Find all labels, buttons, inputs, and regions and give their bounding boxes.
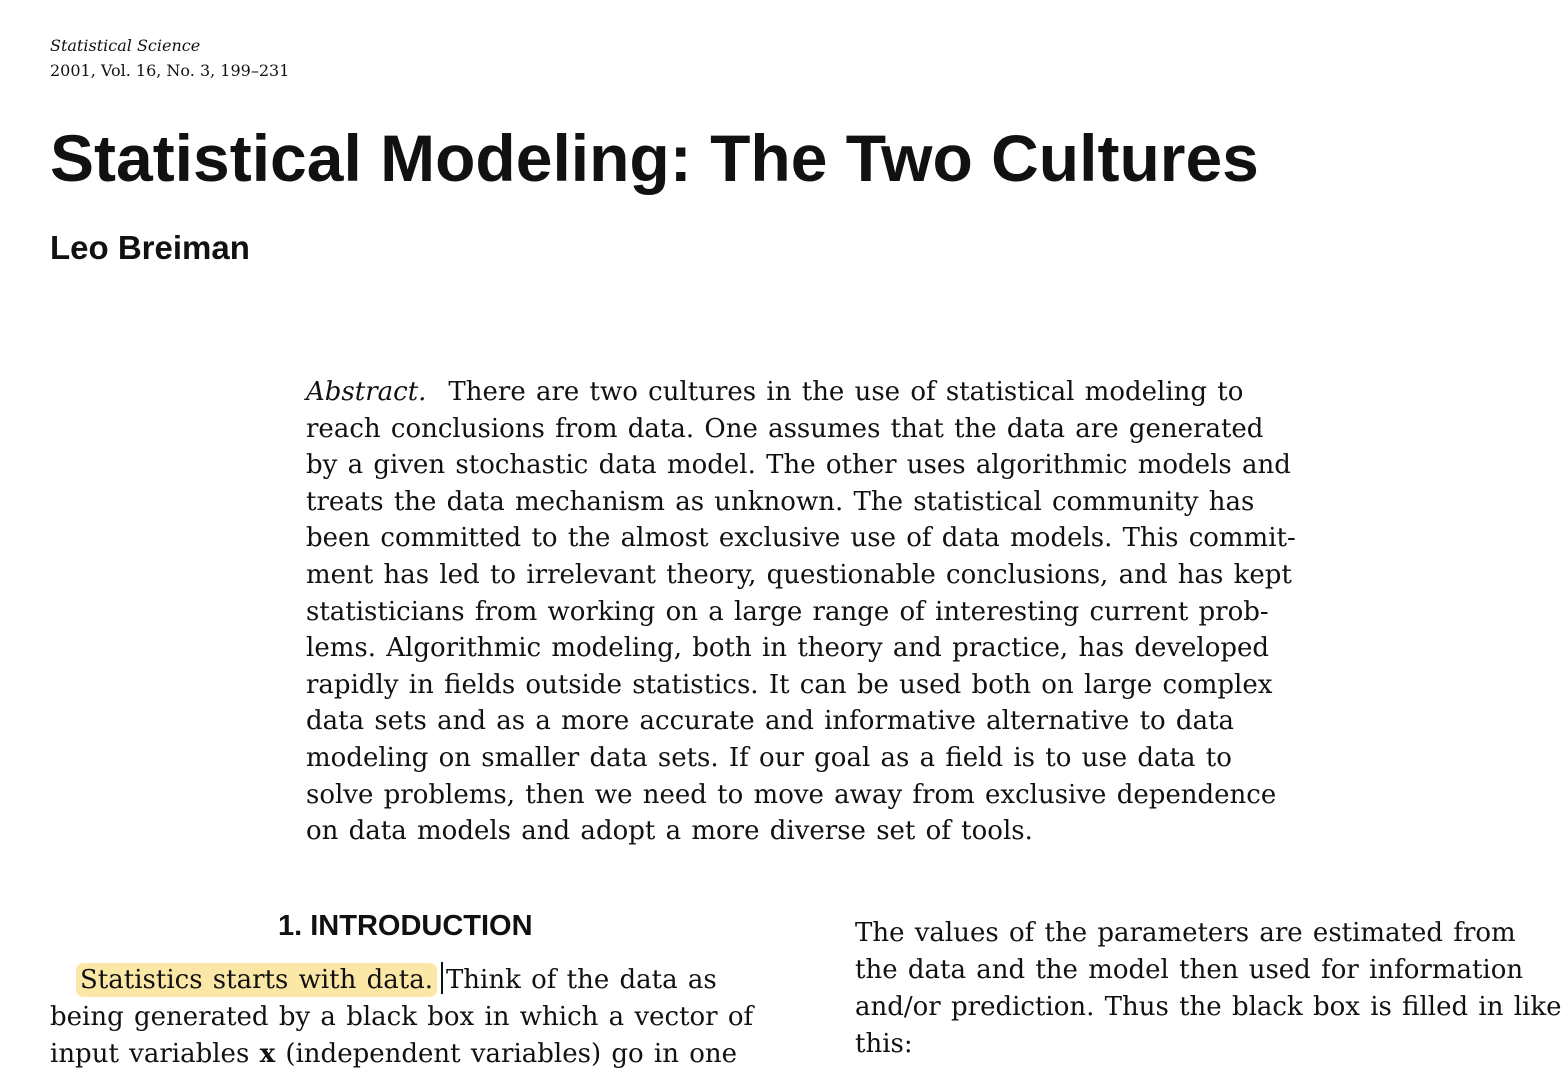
abstract-line <box>306 374 1244 411</box>
intro-line: being generated by a black box in which a vector of <box>50 1002 754 1032</box>
intro-text: Think of the data as <box>445 965 717 995</box>
intro-text: input variables <box>50 1039 250 1069</box>
right-column-line: The values of the parameters are estimated from <box>855 918 1516 948</box>
abstract-line: statisticians from working on a large range of interesting current prob- <box>306 596 1269 627</box>
abstract-line: treats the data mechanism as unknown. The statistical community has <box>306 486 1255 517</box>
intro-text: (independent variables) go in one <box>285 1039 738 1069</box>
abstract-line: by a given stochastic data model. The other uses algorithmic models and <box>306 450 1291 481</box>
author-name: Leo Breiman <box>50 229 250 266</box>
abstract-text: There are two cultures in the use of statistical modeling to <box>448 377 1244 407</box>
abstract-line: reach conclusions from data. One assumes that the data are generated <box>306 413 1264 444</box>
section-heading: 1. INTRODUCTION <box>278 910 533 942</box>
abstract-line: on data models and adopt a more diverse set of tools. <box>306 816 1033 847</box>
right-column-line: and/or prediction. Thus the black box is filled in like <box>855 992 1562 1022</box>
abstract-line: modeling on smaller data sets. If our goal as a field is to use data to <box>306 742 1232 773</box>
abstract-line: lems. Algorithmic modeling, both in theory and practice, has developed <box>306 633 1270 664</box>
variable-x: x <box>259 1039 276 1069</box>
text-highlight[interactable]: Statistics starts with data. <box>76 963 437 997</box>
journal-name: Statistical Science <box>50 36 201 55</box>
abstract-line: data sets and as a more accurate and informative alternative to data <box>306 706 1235 737</box>
right-column-line: this: <box>855 1029 913 1059</box>
abstract-line: rapidly in fields outside statistics. It can be used both on large complex <box>306 669 1273 700</box>
abstract-line: solve problems, then we need to move away from exclusive dependence <box>306 779 1277 810</box>
abstract-label: Abstract. <box>306 377 427 407</box>
right-column-line: the data and the model then used for information <box>855 955 1524 985</box>
text-cursor <box>441 962 443 994</box>
intro-line <box>50 962 810 999</box>
abstract-line: been committed to the almost exclusive use of data models. This commit- <box>306 523 1296 554</box>
right-column <box>855 915 1562 1063</box>
intro-column <box>50 962 810 1073</box>
intro-line <box>50 1036 810 1073</box>
journal-citation: 2001, Vol. 16, No. 3, 199–231 <box>50 61 290 80</box>
paper-title: Statistical Modeling: The Two Cultures <box>50 121 1259 195</box>
abstract <box>306 374 1296 850</box>
abstract-line: ment has led to irrelevant theory, questionable conclusions, and has kept <box>306 559 1292 590</box>
